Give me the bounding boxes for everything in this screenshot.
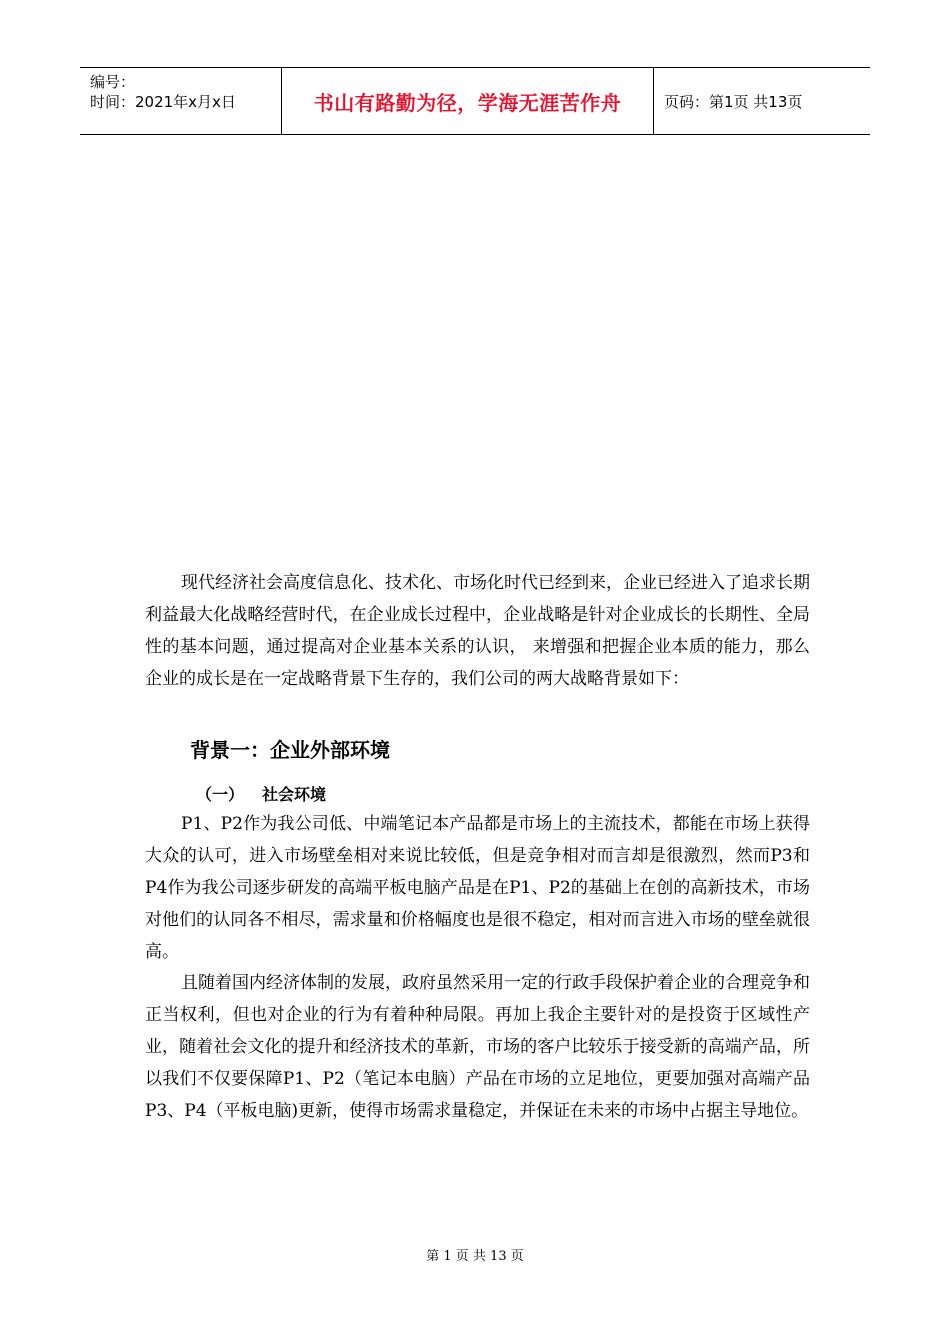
policy-paragraph: 且随着国内经济体制的发展，政府虽然采用一定的行政手段保护着企业的合理竞争和正当权利，但也对企业的行为有着种种局限。再加上我企主要针对的是投资于区域性产业，随着社会文化的提升和经济技术的革新，市场的客户比较乐于接受新的高端产品，所以我们不仅要保障P1、P2（笔记本电脑）产品在市场的立足地位，更要加强对高端产品P3、P4（平板电脑)更新，使得市场需求量稳定，并保证在未来的市场中占据主导地位。 [145,973,810,1121]
intro-paragraph-block [145,567,810,695]
header-page-info: 页码：第1页 共13页 [664,92,803,111]
serial-label: 编号： [90,73,136,91]
subsection-title: 社会环境 [262,785,327,804]
social-env-paragraph: P1、P2作为我公司低、中端笔记本产品都是市场上的主流技术，都能在市场上获得大众的认可，进入市场壁垒相对来说比较低，但是竞争相对而言却是很激烈，然而P3和P4作为我公司逐步研发的高端平板电脑产品是在P1、P2的基础上在创的高新技术，市场对他们的认同各不相尽，需求量和价格幅度也是很不稳定，相对而言进入市场的壁垒就很高。 [145,814,810,962]
subsection-heading [196,782,326,805]
header-motto: 书山有路勤为径，学海无涯苦作舟 [282,68,654,134]
document-header [80,67,870,135]
page-footer: 第 1 页 共 13 页 [426,1249,524,1264]
date-line: 时间：2021年x月x日 [90,93,236,111]
intro-paragraph: 现代经济社会高度信息化、技术化、市场化时代已经到来，企业已经进入了追求长期利益最大化战略经营时代，在企业成长过程中，企业战略是针对企业成长的长期性、全局性的基本问题，通过提高对企业基本关系的认识， 来增强和把握企业本质的能力，那么企业的成长是在一定战略背景下生存的，我们公司的两大战略背景如下： [145,573,810,689]
section-heading: 背景一：企业外部环境 [190,738,390,762]
subsection-number: （一） [196,785,245,804]
policy-paragraph-block [145,967,810,1127]
social-env-paragraph-block [145,808,810,968]
header-meta-cell [80,68,282,134]
